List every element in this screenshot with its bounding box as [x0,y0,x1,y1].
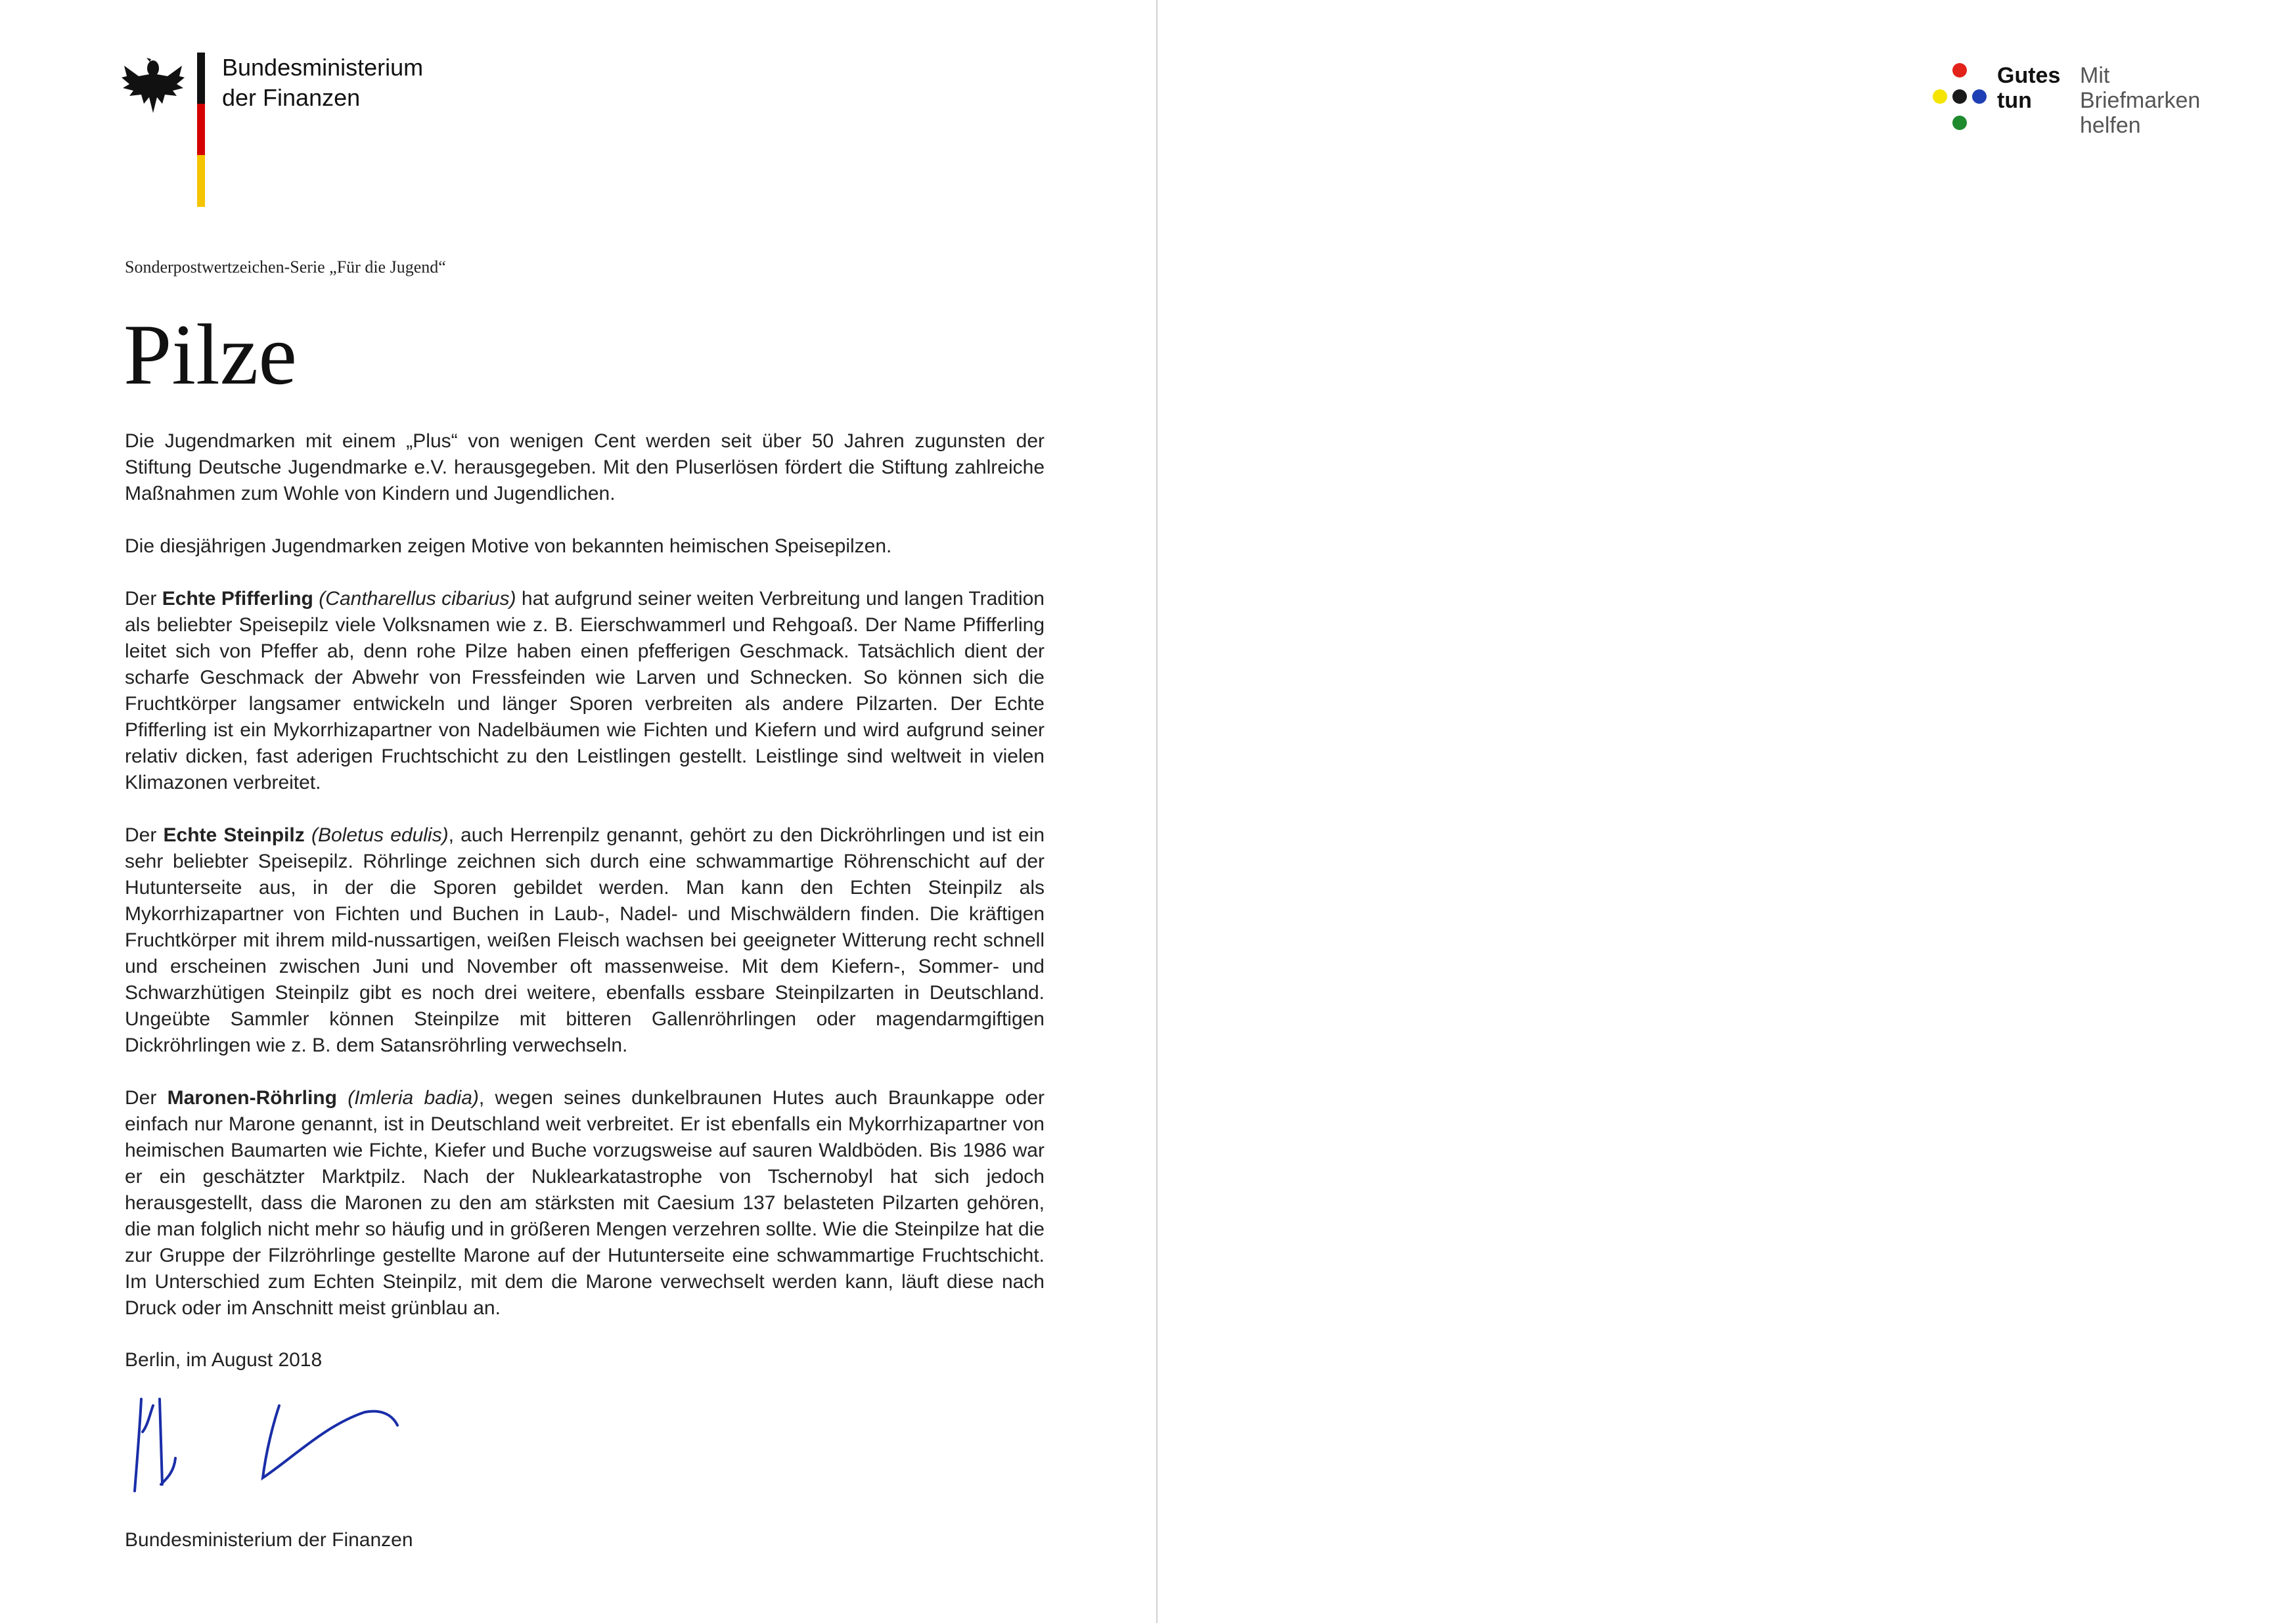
red-dot-icon [1952,63,1967,78]
logo-word-tun: tun [1997,88,2032,113]
logo-word-helfen: helfen [2080,113,2141,138]
right-page [1158,0,2296,1623]
green-dot-icon [1952,116,1967,130]
ministry-name: Bundesministerium der Finanzen [222,54,424,111]
page-title: Pilze [124,306,297,403]
black-dot-icon [1952,89,1967,104]
paragraph-motifs: Die diesjährigen Jugendmarken zeigen Motive von bekannten heimischen Speisepilzen. [125,535,892,557]
logo-word-mit: Mit [2080,63,2110,88]
body-text [125,428,1045,1348]
yellow-dot-icon [1933,89,1947,104]
signature [128,1386,443,1517]
signatory: Bundesministerium der Finanzen [125,1529,413,1551]
place-date: Berlin, im August 2018 [125,1349,323,1371]
paragraph-intro: Die Jugendmarken mit einem „Plus“ von wenigen Cent werden seit über 50 Jahren zugunsten der Stiftung Deutsche Jugendmarke e.V. herausgegeben. Mit den Pluserlösen fördert die Stiftung zahlreiche Maßnahmen zum Wohle von Kindern und Jugendlichen. [125,430,1045,504]
paragraph-steinpilz: Der Echte Steinpilz (Boletus edulis), auch Herrenpilz genannt, gehört zu den Dickröhrlingen und ist ein sehr beliebter Speisepilz. Röhrlinge zeichnen sich durch eine schwammartige Röhrenschicht auf der Hutunterseite aus, in der die Sporen gebildet werden. Man kann den Echten Steinpilz als Mykorrhizapartner von Fichten und Buchen in Laub-, Nadel- und Mischwäldern finden. Die kräftigen Fruchtkörper mit ihrem mild-nussartigen, weißen Fleisch wachsen bei geeigneter Witterung recht schnell und erscheinen zwischen Juni und November oft massenweise. Mit dem Kiefern-, Sommer- und Schwarzhütigen Steinpilz gibt es noch drei weitere, ebenfalls essbare Steinpilzarten in Deutschland. Ungeübte Sammler können Steinpilze mit bitteren Gallenröhrlingen oder magendarmgiftigen Dickröhrlingen wie z. B. dem Satansröhrling verwechseln. [125,824,1045,1056]
series-title: Sonderpostwertzeichen-Serie „Für die Jugend“ [125,257,446,277]
federal-eagle-icon [120,54,186,114]
paragraph-marone: Der Maronen-Röhrling (Imleria badia), wegen seines dunkelbraunen Hutes auch Braunkappe oder einfach nur Marone genannt, ist in Deutschland weit verbreitet. Er ist ebenfalls ein Mykorrhizapartner von heimischen Baumarten wie Fichte, Kiefer und Buche vorzugsweise auf sauren Waldböden. Bis 1986 war er ein geschätzter Marktpilz. Nach der Nuklearkatastrophe von Tschernobyl hat sich jedoch herausgestellt, dass die Maronen zu den am stärksten mit Caesium 137 belasteten Pilzarten gehören, die man folglich nicht mehr so häufig und in größeren Mengen verzehren sollte. Wie die Steinpilze hat die zur Gruppe der Filzröhrlinge gestellte Marone auf der Hutunterseite eine schwammartige Fruchtschicht. Im Unterschied zum Echten Steinpilz, mit dem die Marone verwechselt werden kann, läuft diese nach Druck oder im Anschnitt meist grünblau an. [125,1087,1045,1319]
flag-stripe [197,53,205,207]
gutes-tun-logo [1913,63,2202,138]
logo-word-briefmarken: Briefmarken [2080,88,2201,113]
paragraph-pfifferling: Der Echte Pfifferling (Cantharellus cibarius) hat aufgrund seiner weiten Verbreitung und langen Tradition als beliebter Speisepilz viele Volksnamen wie z. B. Eierschwammerl und Rehgoaß. Der Name Pfifferling leitet sich von Pfeffer ab, denn rohe Pilze haben einen pfefferigen Geschmack. Tatsächlich dient der scharfe Geschmack der Abwehr von Fressfeinden wie Larven und Schnecken. So können sich die Fruchtkörper langsamer entwickeln und länger Sporen verbreiten als andere Pilzarten. Der Echte Pfifferling ist ein Mykorrhizapartner von Nadelbäumen wie Fichten und Kiefern und wird aufgrund seiner relativ dicken, fast aderigen Fruchtschicht zu den Leistlingen gestellt. Leistlinge sind weltweit in vielen Klimazonen verbreitet. [125,588,1045,793]
logo-word-gutes: Gutes [1997,63,2061,88]
blue-dot-icon [1972,89,1987,104]
